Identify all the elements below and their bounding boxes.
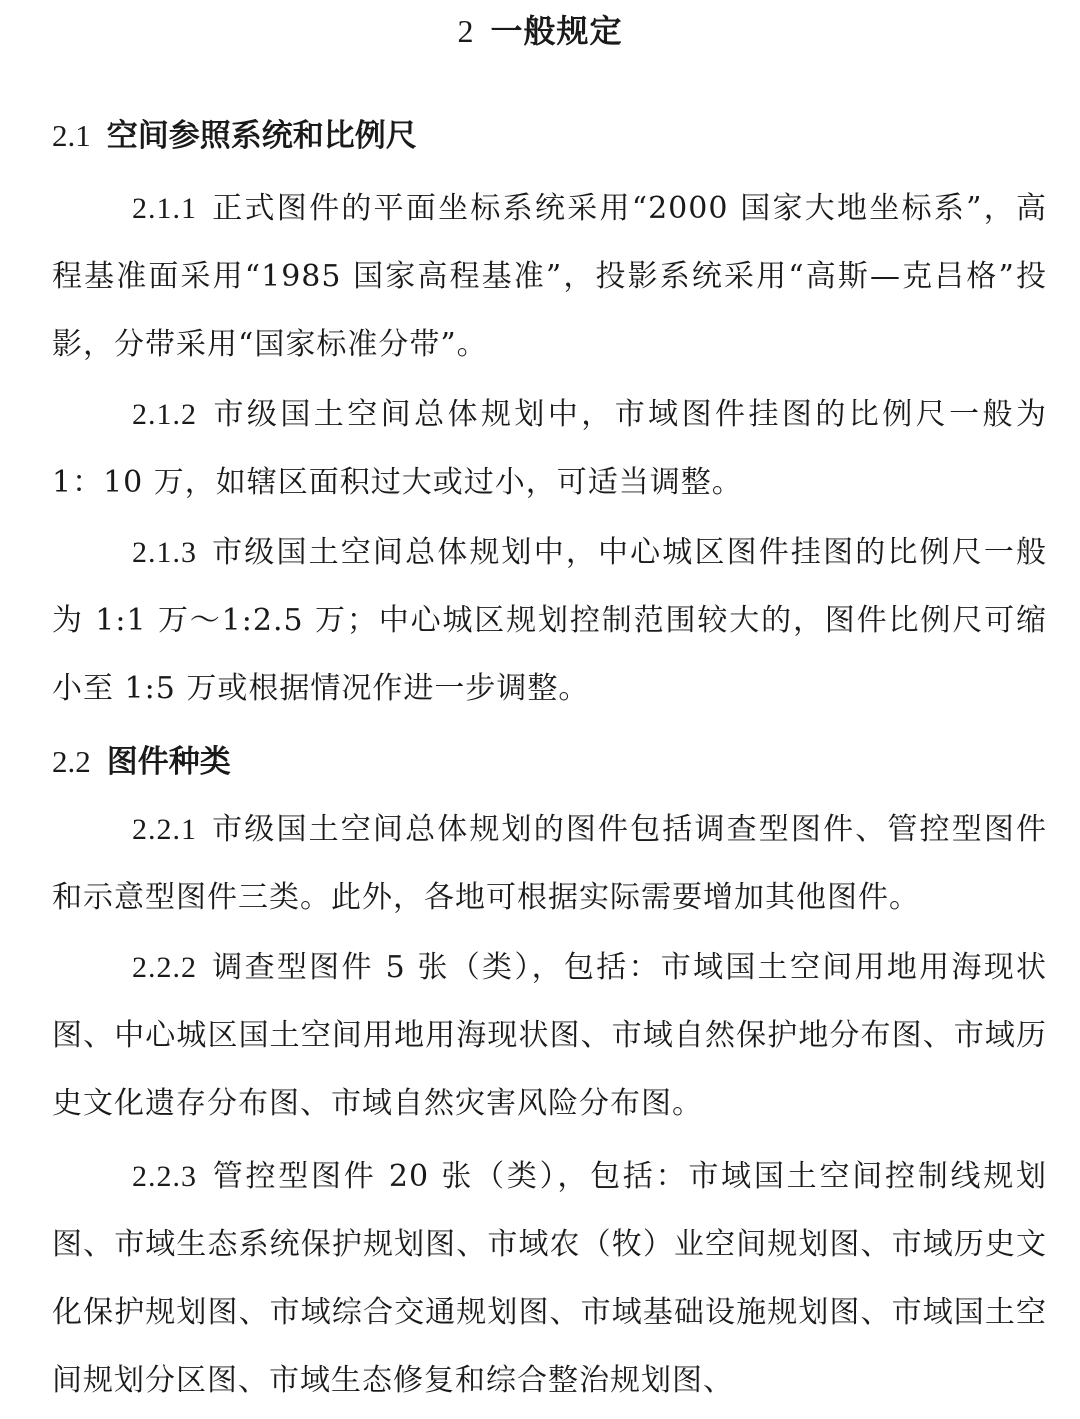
paragraph-2-1-1 [52, 175, 1047, 379]
chapter-title [0, 6, 1080, 56]
paragraph-2-1-3 [52, 519, 1047, 723]
chapter-title-text: 一般规定 [490, 12, 623, 50]
section-heading-2-1 [52, 111, 417, 161]
clause-text: 管控型图件 20 张（类），包括：市域国土空间控制线规划图、市域生态系统保护规划图、市域农（牧）业空间规划图、市域历史文化保护规划图、市域综合交通规划图、市域基础设施规划图、市域国土空间规划分区图、市域生态修复和综合整治规划图、 [52, 1159, 1047, 1398]
clause-text: 正式图件的平面坐标系统采用“2000 国家大地坐标系”，高程基准面采用“1985 国家高程基准”，投影系统采用“高斯—克吕格”投影，分带采用“国家标准分带”。 [52, 191, 1047, 362]
clause-number: 2.1.1 [132, 192, 197, 225]
clause-text: 市级国土空间总体规划的图件包括调查型图件、管控型图件和示意型图件三类。此外，各地可根据实际需要增加其他图件。 [52, 812, 1047, 915]
paragraph-2-1-2 [52, 381, 1047, 517]
section-number: 2.1 [52, 118, 91, 153]
section-title: 空间参照系统和比例尺 [106, 118, 417, 154]
paragraph-2-2-3 [52, 1143, 1047, 1415]
clause-number: 2.2.1 [132, 813, 197, 846]
clause-text: 市级国土空间总体规划中，市域图件挂图的比例尺一般为 1：10 万，如辖区面积过大或过小，可适当调整。 [52, 397, 1047, 500]
clause-text: 市级国土空间总体规划中，中心城区图件挂图的比例尺一般为 1:1 万～1:2.5 万；中心城区规划控制范围较大的，图件比例尺可缩小至 1:5 万或根据情况作进一步调整。 [52, 535, 1047, 706]
chapter-number: 2 [457, 13, 475, 49]
clause-number: 2.2.2 [132, 951, 197, 984]
section-heading-2-2 [52, 737, 231, 787]
section-title: 图件种类 [106, 744, 231, 780]
section-number: 2.2 [52, 744, 91, 779]
paragraph-2-2-1 [52, 796, 1047, 932]
clause-text: 调查型图件 5 张（类），包括：市域国土空间用地用海现状图、中心城区国土空间用地用海现状图、市域自然保护地分布图、市域历史文化遗存分布图、市域自然灾害风险分布图。 [52, 950, 1047, 1121]
clause-number: 2.2.3 [132, 1160, 197, 1193]
paragraph-2-2-2 [52, 934, 1047, 1138]
clause-number: 2.1.2 [132, 398, 197, 431]
clause-number: 2.1.3 [132, 536, 197, 569]
